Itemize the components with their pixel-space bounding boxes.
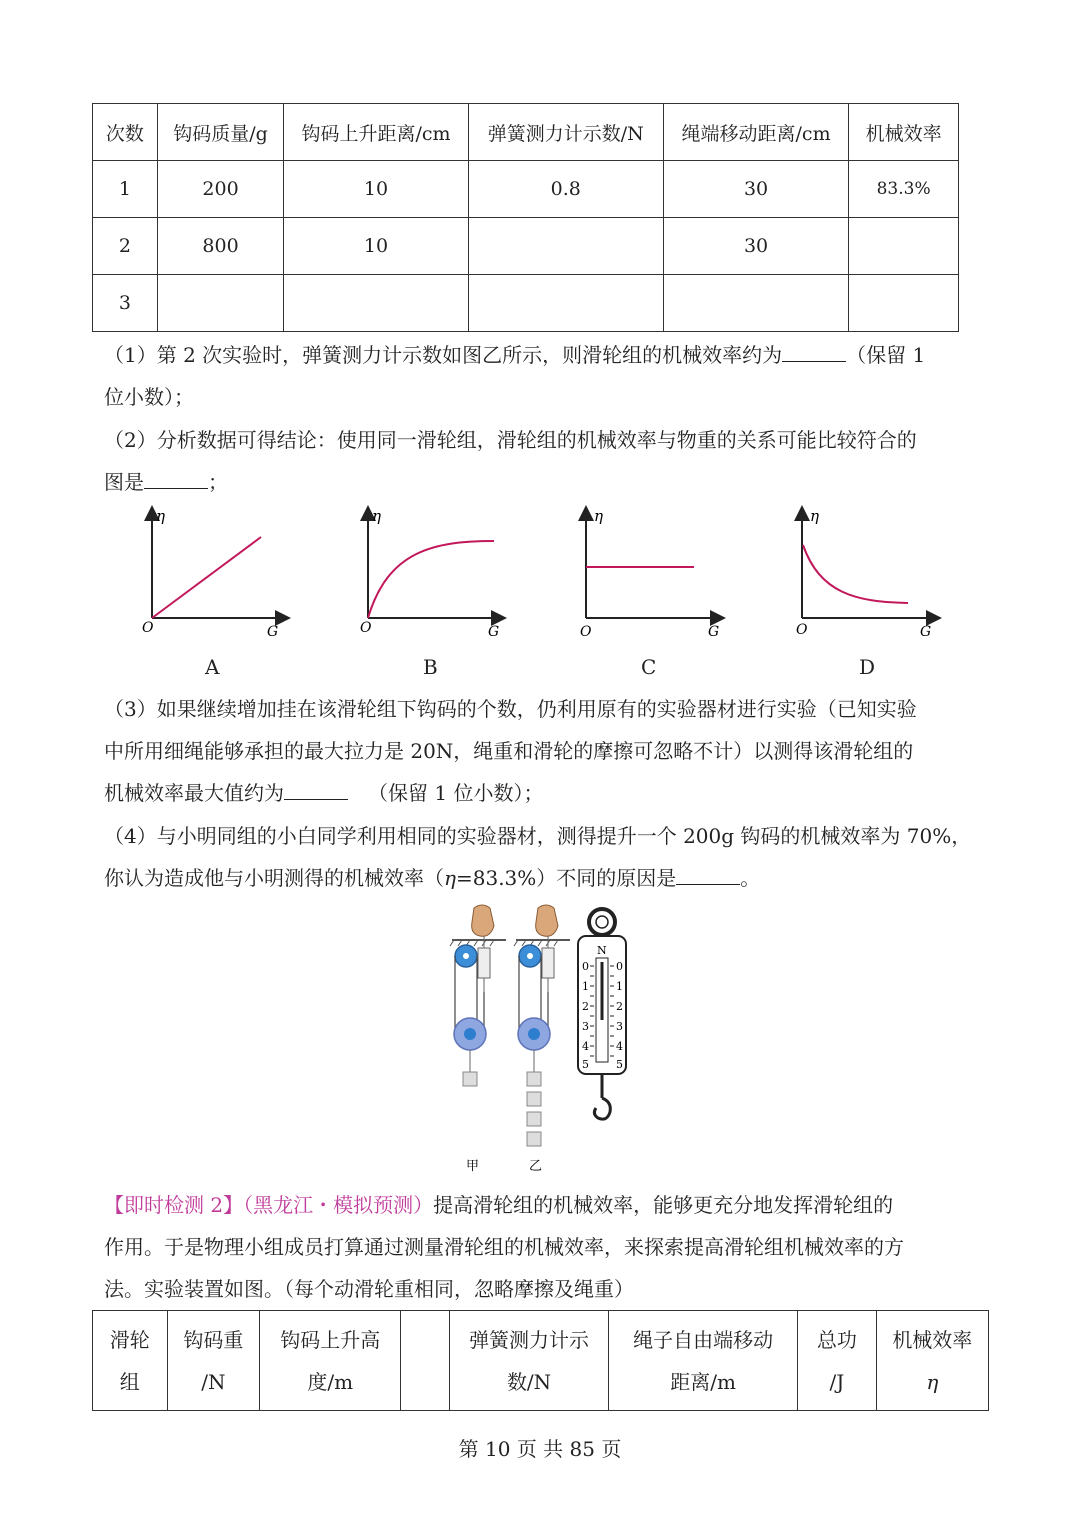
graph-c xyxy=(580,507,719,640)
scale-tick-label: 2 xyxy=(616,1000,623,1013)
origin-label: O xyxy=(796,622,808,638)
weight-block-icon xyxy=(463,1072,477,1086)
weight-block-icon xyxy=(527,1092,541,1106)
table-cell: 800 xyxy=(157,218,284,275)
question-text: 机械效率最大值约为 xyxy=(104,781,284,805)
y-axis-label: η xyxy=(810,507,819,525)
table-cell: 10 xyxy=(284,161,468,218)
spring-scale-large xyxy=(578,909,626,1119)
header-cell xyxy=(609,1311,798,1411)
table-header-row xyxy=(93,1311,989,1411)
graph-label-d: D xyxy=(859,655,876,679)
question-text: （1）第 2 次实验时，弹簧测力计示数如图乙所示，则滑轮组的机械效率约为 xyxy=(104,343,783,367)
header-cell xyxy=(876,1311,988,1411)
origin-label: O xyxy=(580,624,592,640)
graph-label-a: A xyxy=(205,655,220,679)
header-text: /N xyxy=(201,1369,226,1394)
scale-tick-label: 0 xyxy=(582,960,589,973)
table-cell: 1 xyxy=(93,161,158,218)
section-text: 提高滑轮组的机械效率，能够更充分地发挥滑轮组的 xyxy=(433,1193,894,1217)
question-text: 中所用细绳能够承担的最大拉力是 20N，绳重和滑轮的摩擦可忽略不计）以测得该滑轮组的 xyxy=(104,739,914,763)
x-axis-label: G xyxy=(708,624,720,640)
table-row xyxy=(93,275,959,332)
table-cell xyxy=(284,275,468,332)
weight-block-icon xyxy=(527,1072,541,1086)
data-table-2 xyxy=(92,1310,989,1411)
header-cell: 钩码上升距离/cm xyxy=(284,104,468,161)
section-text: 法。实验装置如图。（每个动滑轮重相同，忽略摩擦及绳重） xyxy=(104,1277,634,1301)
figure-label-yi: 乙 xyxy=(529,1159,543,1174)
question-text: ； xyxy=(208,470,228,494)
question-4-line-2 xyxy=(104,857,760,899)
curve-b xyxy=(368,541,494,618)
question-text: 位小数）； xyxy=(104,385,194,409)
scale-tick-label: 5 xyxy=(582,1058,589,1071)
question-text: =83.3%）不同的原因是 xyxy=(455,866,677,890)
scale-tick-label: 4 xyxy=(582,1040,589,1053)
table-cell: 10 xyxy=(284,218,468,275)
header-text: 绳子自由端移动 xyxy=(633,1327,774,1352)
question-text: （保留 1 xyxy=(846,343,926,367)
x-axis-label: G xyxy=(488,624,500,640)
section-2-line-2 xyxy=(104,1226,904,1268)
question-3-line-2 xyxy=(104,730,913,772)
scale-tick-label: 3 xyxy=(616,1020,623,1033)
scale-tick-label: 2 xyxy=(582,1000,589,1013)
y-axis-label: η xyxy=(372,507,381,525)
table-cell xyxy=(849,218,959,275)
scale-tick-label: 4 xyxy=(616,1040,623,1053)
page-footer: 第 10 页 共 85 页 xyxy=(458,1437,622,1461)
header-cell xyxy=(167,1311,259,1411)
graphs-figure xyxy=(130,505,970,685)
header-text: 滑轮 xyxy=(109,1327,150,1352)
header-cell xyxy=(93,1311,168,1411)
scale-tick-label: 1 xyxy=(582,980,589,993)
graph-label-b: B xyxy=(423,655,438,679)
table-cell xyxy=(468,218,663,275)
question-2-line-1 xyxy=(104,419,917,461)
curve-d xyxy=(803,545,908,603)
y-axis-label: η xyxy=(594,507,603,525)
table-cell: 200 xyxy=(157,161,284,218)
question-3-line-3 xyxy=(104,772,543,814)
header-cell: 绳端移动距离/cm xyxy=(663,104,848,161)
table-cell: 30 xyxy=(663,218,848,275)
table-cell: 30 xyxy=(663,161,848,218)
x-axis-label: G xyxy=(267,624,279,640)
figure-label-jia: 甲 xyxy=(466,1159,480,1174)
header-cell: 钩码质量/g xyxy=(157,104,284,161)
scale-tick-label: 0 xyxy=(616,960,623,973)
section-2-line-3 xyxy=(104,1268,634,1310)
question-text: （3）如果继续增加挂在该滑轮组下钩码的个数，仍利用原有的实验器材进行实验（已知实验 xyxy=(104,697,917,721)
question-3-line-1 xyxy=(104,688,917,730)
question-2-line-2 xyxy=(104,461,228,503)
header-cell xyxy=(798,1311,877,1411)
section-text: 作用。于是物理小组成员打算通过测量滑轮组的机械效率，来探索提高滑轮组机械效率的方 xyxy=(104,1235,904,1259)
graph-b xyxy=(360,507,499,640)
table-cell xyxy=(849,275,959,332)
header-text: 钩码上升高 xyxy=(280,1327,381,1352)
spring-scale-small-icon xyxy=(542,948,554,978)
table-cell: 3 xyxy=(93,275,158,332)
header-text: 机械效率 xyxy=(892,1327,973,1352)
answer-blank xyxy=(144,466,208,489)
hand-icon xyxy=(536,905,558,936)
question-text: 你认为造成他与小明测得的机械效率（ xyxy=(104,866,444,890)
answer-blank xyxy=(782,339,846,362)
table-cell xyxy=(663,275,848,332)
weight-block-icon xyxy=(527,1132,541,1146)
table-cell: 0.8 xyxy=(468,161,663,218)
question-text: （4）与小明同组的小白同学利用相同的实验器材，测得提升一个 200g 钩码的机械效率为 70%， xyxy=(104,824,972,848)
origin-label: O xyxy=(360,620,372,636)
answer-blank xyxy=(284,777,348,800)
scale-tick-label: 5 xyxy=(616,1058,623,1071)
pulley-system-jia xyxy=(450,905,506,1086)
table-cell xyxy=(157,275,284,332)
header-text: 钩码重 xyxy=(183,1327,244,1352)
graph-d xyxy=(796,507,934,640)
weight-block-icon xyxy=(527,1112,541,1126)
scale-ring-icon xyxy=(589,909,615,935)
header-text: /J xyxy=(829,1369,845,1394)
table-row xyxy=(93,218,959,275)
header-cell xyxy=(401,1311,450,1411)
table-cell: 2 xyxy=(93,218,158,275)
scale-tick-label: 1 xyxy=(616,980,623,993)
graph-label-c: C xyxy=(641,655,657,679)
spring-scale-small-icon xyxy=(478,948,490,978)
header-cell: 机械效率 xyxy=(849,104,959,161)
question-text: （保留 1 位小数）； xyxy=(368,781,544,805)
answer-blank xyxy=(676,862,740,885)
question-4-line-1 xyxy=(104,815,971,857)
question-text: 图是 xyxy=(104,470,144,494)
table-header-row xyxy=(93,104,959,161)
pulley-system-yi xyxy=(514,905,570,1146)
header-text: 总功 xyxy=(816,1327,857,1352)
hand-icon xyxy=(472,905,494,936)
header-text: 距离/m xyxy=(670,1369,736,1394)
header-cell xyxy=(450,1311,609,1411)
header-text: η xyxy=(926,1369,939,1394)
header-cell xyxy=(260,1311,401,1411)
section-tag: 【即时检测 2】 xyxy=(104,1193,244,1217)
data-table-1 xyxy=(92,103,959,332)
scale-unit-label: N xyxy=(597,944,607,957)
header-cell: 弹簧测力计示数/N xyxy=(468,104,663,161)
graph-a xyxy=(142,507,283,640)
x-axis-label: G xyxy=(920,624,932,640)
eta-symbol: η xyxy=(444,866,456,890)
header-cell: 次数 xyxy=(93,104,158,161)
header-text: 弹簧测力计示 xyxy=(469,1327,590,1352)
header-text: 数/N xyxy=(506,1369,552,1394)
table-cell xyxy=(468,275,663,332)
y-axis-label: η xyxy=(156,507,165,525)
curve-a xyxy=(152,537,261,618)
scale-tick-label: 3 xyxy=(582,1020,589,1033)
scale-hook-icon xyxy=(594,1098,610,1119)
pulley-apparatus-figure xyxy=(440,900,650,1180)
header-text: 度/m xyxy=(307,1369,354,1394)
table-cell: 83.3% xyxy=(849,161,959,218)
question-1-line-1 xyxy=(104,334,925,376)
header-text: 组 xyxy=(119,1369,140,1394)
origin-label: O xyxy=(142,620,154,636)
table-row xyxy=(93,161,959,218)
section-source: （黑龙江・模拟预测） xyxy=(243,1193,434,1217)
section-2-line-1 xyxy=(104,1184,893,1226)
question-text: 。 xyxy=(740,866,761,890)
question-text: （2）分析数据可得结论：使用同一滑轮组，滑轮组的机械效率与物重的关系可能比较符合的 xyxy=(104,428,917,452)
question-1-line-2 xyxy=(104,376,194,418)
